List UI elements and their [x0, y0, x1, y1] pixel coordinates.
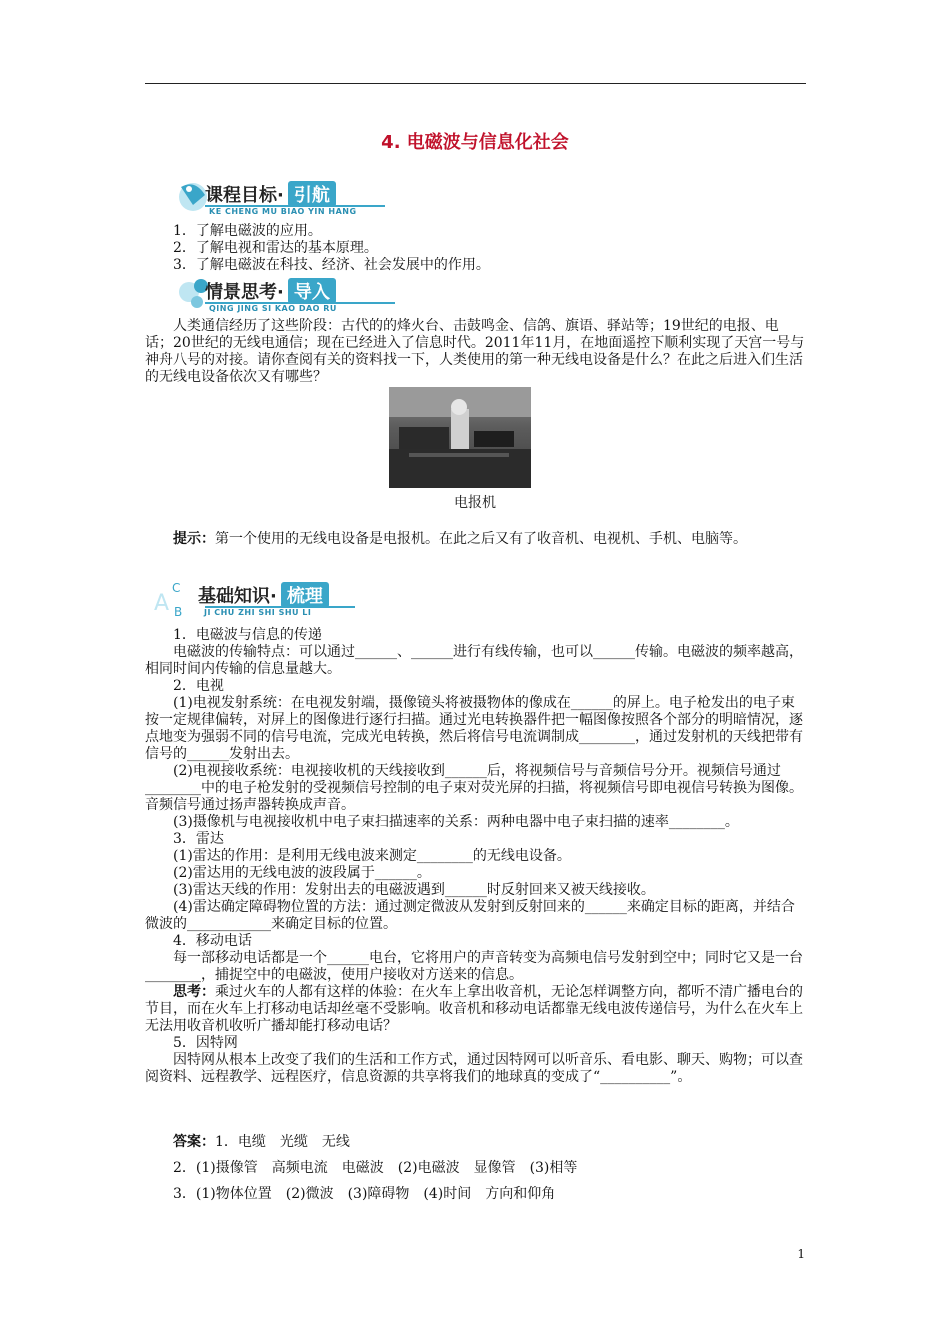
section-title: 3．雷达	[173, 831, 224, 847]
think-label: 思考：	[173, 984, 215, 1000]
answers-label: 答案：	[173, 1134, 215, 1150]
basics-banner-pinyin: JI CHU ZHI SHI SHU LI	[204, 608, 312, 617]
answers-block: 答案：1．电缆 光缆 无线 2．(1)摄像管 高频电流 电磁波 (2)电磁波 显像管 (3)相等 3．(1)物体位置 (2)微波 (3)障碍物 (4)时间 方向和仰角	[173, 1134, 578, 1202]
header-rule	[145, 83, 806, 84]
hint-text: 第一个使用的无线电设备是电报机。在此之后又有了收音机、电视机、手机、电脑等。	[215, 531, 747, 547]
goal-item: 2．了解电视和雷达的基本原理。	[173, 240, 378, 256]
hint-label: 提示：	[173, 531, 215, 547]
section-title: 5．因特网	[173, 1035, 238, 1051]
svg-text:C: C	[172, 581, 181, 595]
goal-item: 1．了解电磁波的应用。	[173, 223, 322, 239]
goal-item: 3．了解电磁波在科技、经济、社会发展中的作用。	[173, 257, 490, 273]
section-title: 2．电视	[173, 678, 224, 694]
svg-text:A: A	[154, 591, 170, 616]
page-number: 1	[797, 1247, 805, 1261]
goals-banner-title: 课程目标· 引航	[205, 181, 336, 207]
section-title: 4．移动电话	[173, 933, 252, 949]
photo-caption: 电报机	[454, 495, 496, 511]
scenario-banner-title: 情景思考· 导入	[205, 278, 336, 304]
think-text: 乘过火车的人都有这样的体验：在火车上拿出收音机，无论怎样调整方向，都听不清广播电台的节目，而在火车上打移动电话却丝毫不受影响。收音机和移动电话都靠无线电波传递信号，为什么在火车上无法用收音机收听广播却能打移动电话？	[145, 984, 803, 1034]
basics-content: 1．电磁波与信息的传递 电磁波的传输特点：可以通过______、______进行有线传输，也可以______传输。电磁波的频率越高，相同时间内传输的信息量越大。 2．电视 (1)电视发射系统：在电视发射端，摄像镜头将被摄物体的像成在______的屏上。电子枪发出的电子束按一定规律偏转，对屏上的图像进行逐行扫描。通过光电转换器件把一幅图像按照各个部分的明暗情况，逐点地变为强弱不同的信号电流，完成光电转换，然后将信号电流调制成________，通过发射机的天线把带有信号的______发射出去。 (2)电视接收系统：电视接收机的天线接收到______后，将视频信号与音频信号分开。视频信号通过________中的电子枪发射的受视频信号控制的电子束对荧光屏的扫描，将视频信号即电视信号转换为图像。音频信号通过扬声器转换成声音。 (3)摄像机与电视接收机中电子束扫描速率的关系：两种电器中电子束扫描的速率________。 3．雷达 (1)雷达的作用：是利用无线电波来测定________的无线电设备。 (2)雷达用的无线电波的波段属于______。 (3)雷达天线的作用：发射出去的电磁波遇到______时反射回来又被天线接收。 (4)雷达确定障碍物位置的方法：通过测定微波从发射到反射回来的______来确定目标的距离，并结合微波的____________来确定目标的位置。 4．移动电话 每一部移动电话都是一个______电台，它将用户的声音转变为高频电信号发射到空中；同时它又是一台________，捕捉空中的电磁波，使用户接收对方送来的信息。 思考：乘过火车的人都有这样的体验：在火车上拿出收音机，无论怎样调整方向，都听不清广播电台的节目，而在火车上打移动电话却丝毫不受影响。收音机和移动电话都靠无线电波传递信号，为什么在火车上无法用收音机收听广播却能打移动电话？ 5．因特网 因特网从根本上改变了我们的生活和工作方式，通过因特网可以听音乐、看电影、聊天、购物；可以查阅资料、远程教学、远程医疗，信息资源的共享将我们的地球真的变成了“__________”。	[145, 627, 806, 1086]
goals-list	[145, 223, 806, 274]
svg-text:B: B	[174, 605, 183, 619]
goals-banner	[175, 175, 390, 221]
scenario-text: 人类通信经历了这些阶段：古代的的烽火台、击鼓鸣金、信鸽、旗语、驿站等；19世纪的电报、电话；20世纪的无线电通信；现在已经进入了信息时代。2011年11月，在地面遥控下顺利实现了天宫一号与神舟八号的对接。请你查阅有关的资料找一下，人类使用的第一种无线电设备是什么？在此之后进入们生活的无线电设备依次又有哪些？	[145, 318, 805, 385]
scenario-banner	[175, 272, 400, 318]
basics-banner	[150, 576, 365, 622]
telegraph-photo	[389, 387, 531, 488]
hint-paragraph	[145, 528, 806, 550]
basics-banner-title: 基础知识· 梳理	[198, 582, 329, 608]
goals-banner-pinyin: KE CHENG MU BIAO YIN HANG	[209, 207, 357, 216]
section-title: 1．电磁波与信息的传递	[173, 627, 322, 643]
scenario-banner-pinyin: QING JING SI KAO DAO RU	[209, 304, 337, 313]
page-title: 4. 电磁波与信息化社会	[381, 132, 569, 153]
